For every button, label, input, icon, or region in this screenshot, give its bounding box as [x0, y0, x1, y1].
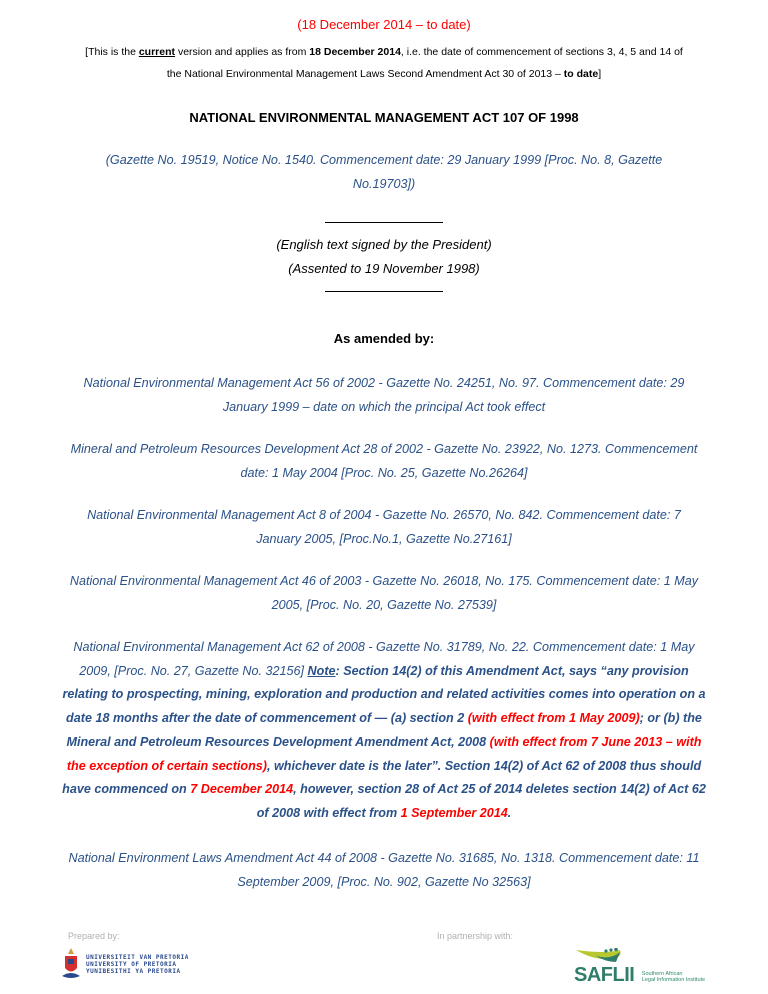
logo-line: UNIVERSITEIT VAN PRETORIA	[86, 953, 189, 961]
note-text: , whichever date is the later”. Section 14(2) of Act 62 of 2008 thus should have commenced on	[62, 758, 702, 797]
note-highlight: (with effect from 1 May 2009)	[467, 711, 640, 726]
note-to-date: to date	[563, 68, 599, 80]
footprint-icon	[576, 948, 636, 964]
note-text: ]	[598, 68, 602, 80]
note-text: [This is the	[85, 46, 139, 58]
version-note	[84, 41, 684, 85]
note-text: .	[507, 805, 512, 820]
act62-intro: National Environmental Management Act 62 of 2008 - Gazette No. 31789, No. 22. Commencement date: 1 May 2009, [Proc. No. 27, Gazette No. 32156]	[73, 640, 695, 678]
page-title: NATIONAL ENVIRONMENTAL MANAGEMENT ACT 107 OF 1998	[189, 110, 579, 125]
amendment-item-act62	[60, 636, 708, 826]
saflii-logo	[574, 948, 705, 987]
crest-icon	[62, 948, 80, 980]
logo-line: UNIVERSITY OF PRETORIA	[86, 960, 177, 968]
saflii-subtitle: Legal Information Institute	[641, 976, 706, 983]
saflii-subtitle: Southern African	[641, 970, 683, 977]
divider	[325, 291, 443, 292]
note-date: 18 December 2014	[309, 46, 401, 58]
note-highlight: 7 December 2014	[190, 782, 294, 797]
note-current: current	[138, 46, 176, 58]
note-text: ; or (b) the Mineral and Petroleum Resources Development Amendment Act, 2008	[66, 711, 702, 749]
logo-line: YUNIBESITHI YA PRETORIA	[86, 967, 181, 975]
note-text: , however, section 28 of Act 25 of 2014 deletes section 14(2) of Act 62 of 2008 with effect from	[256, 782, 706, 820]
saflii-wordmark: SAFLII	[574, 964, 635, 986]
version-date: (18 December 2014 – to date)	[297, 17, 471, 32]
divider	[325, 222, 443, 223]
gazette-info: (Gazette No. 19519, Notice No. 1540. Commencement date: 29 January 1999 [Proc. No. 8, Gazette No.19703])	[105, 153, 663, 191]
amended-heading: As amended by:	[333, 331, 435, 346]
amendment-item: Mineral and Petroleum Resources Development Act 28 of 2002 - Gazette No. 23922, No. 1273. Commencement date: 1 May 2004 [Proc. No. 25, Gazette No.26264]	[70, 442, 698, 480]
note-highlight: 1 September 2014	[400, 805, 508, 820]
prepared-by-label: Prepared by:	[68, 931, 120, 941]
amendment-item: National Environmental Management Act 46 of 2003 - Gazette No. 26018, No. 175. Commencement date: 1 May 2005, [Proc. No. 20, Gazette No. 27539]	[69, 574, 699, 612]
partnership-label: In partnership with:	[437, 931, 514, 941]
assented-note: (Assented to 19 November 1998)	[288, 261, 480, 276]
amendment-item: National Environmental Management Act 56 of 2002 - Gazette No. 24251, No. 97. Commencement date: 29 January 1999 – date on which the principal Act took effect	[83, 376, 685, 414]
university-of-pretoria-logo	[62, 948, 189, 980]
note-text: version and applies as from	[175, 46, 310, 58]
note-text: , i.e. the date of commencement of sections 3, 4, 5 and 14 of the National Environmental Management Laws Second Amendment Act 30 of 2013 –	[166, 46, 683, 80]
note-highlight: (with effect from 7 June 2013 – with the exception of certain sections)	[66, 734, 702, 773]
note-text: : Section 14(2) of this Amendment Act, says “any provision relating to prospecting, mining, exploration and production and related activities comes into operation on a date 18 months after the date of commencement of — (a) section 2	[62, 663, 706, 726]
note-label: Note	[307, 663, 336, 678]
amendment-item: National Environmental Management Act 8 of 2004 - Gazette No. 26570, No. 842. Commencement date: 7 January 2005, [Proc.No.1, Gazette No.27161]	[87, 508, 681, 546]
signed-note: (English text signed by the President)	[276, 237, 492, 252]
amendment-item: National Environment Laws Amendment Act 44 of 2008 - Gazette No. 31685, No. 1318. Commencement date: 11 September 2009, [Proc. No. 902, Gazette No 32563]	[68, 851, 700, 889]
